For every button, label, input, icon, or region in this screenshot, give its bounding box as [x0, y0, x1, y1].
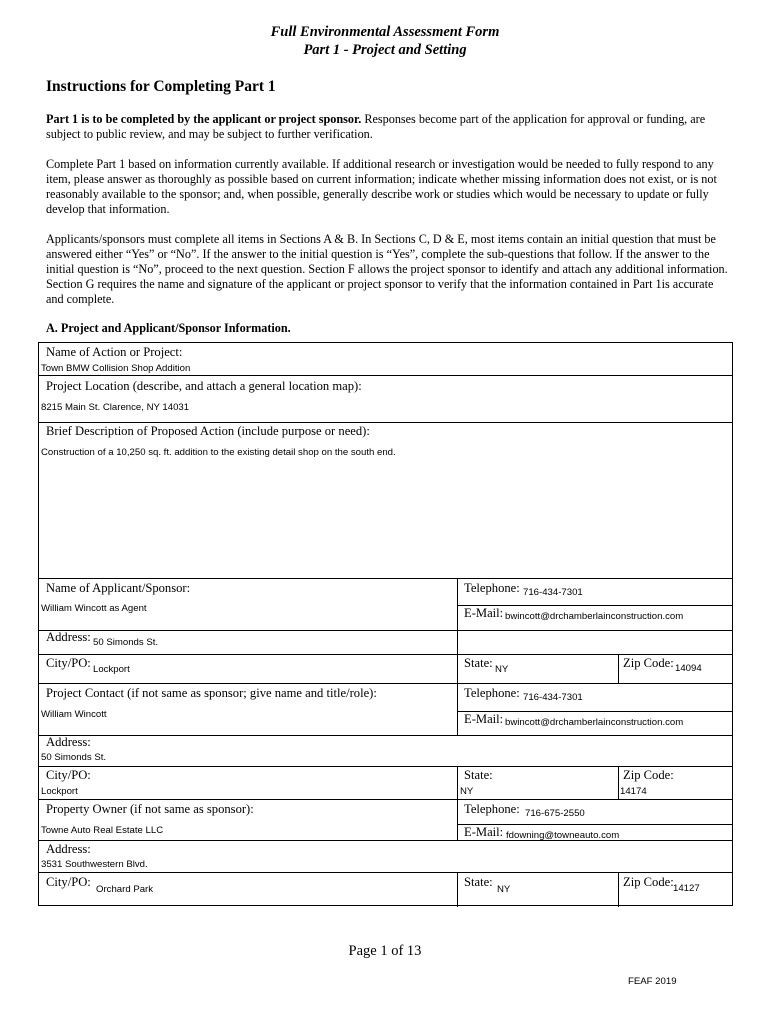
column-divider: [457, 872, 458, 907]
row-divider: [39, 578, 732, 579]
project-contact-field[interactable]: William Wincott: [41, 709, 107, 720]
project-location-label: Project Location (describe, and attach a general location map):: [46, 379, 362, 393]
row-divider: [39, 422, 732, 423]
applicant-city-label: City/PO:: [46, 656, 91, 670]
applicant-state-field[interactable]: NY: [495, 664, 509, 675]
row-divider: [39, 872, 732, 873]
instructions-paragraph-1: [46, 112, 728, 142]
applicant-telephone-field[interactable]: 716-434-7301: [523, 587, 583, 598]
section-a-form: [38, 342, 733, 906]
owner-zip-field[interactable]: 14127: [673, 883, 700, 894]
row-divider: [39, 683, 732, 684]
property-owner-label: Property Owner (if not same as sponsor):: [46, 802, 254, 816]
owner-address-field[interactable]: 3531 Southwestern Blvd.: [41, 859, 148, 870]
row-divider: [39, 735, 732, 736]
contact-zip-field[interactable]: 14174: [620, 786, 647, 797]
contact-zip-label: Zip Code:: [623, 768, 674, 782]
contact-address-label: Address:: [46, 735, 91, 749]
section-a-heading: A. Project and Applicant/Sponsor Information.: [46, 321, 291, 335]
column-divider: [457, 766, 458, 799]
applicant-name-field[interactable]: William Wincott as Agent: [41, 603, 147, 614]
brief-description-field[interactable]: Construction of a 10,250 sq. ft. addition to the existing detail shop on the south end.: [41, 447, 396, 458]
contact-email-field[interactable]: bwincott@drchamberlainconstruction.com: [505, 717, 684, 728]
contact-telephone-field[interactable]: 716-434-7301: [523, 692, 583, 703]
name-of-action-label: Name of Action or Project:: [46, 345, 183, 359]
form-title: Full Environmental Assessment Form: [270, 24, 500, 40]
project-contact-label: Project Contact (if not same as sponsor; give name and title/role):: [46, 686, 377, 700]
instructions-heading: Instructions for Completing Part 1: [46, 78, 276, 95]
owner-city-label: City/PO:: [46, 875, 91, 889]
applicant-address-label: Address:: [46, 630, 91, 644]
row-divider: [39, 630, 732, 631]
project-location-field[interactable]: 8215 Main St. Clarence, NY 14031: [41, 402, 190, 413]
column-divider: [618, 872, 619, 907]
applicant-telephone-label: Telephone:: [464, 581, 520, 595]
row-divider: [39, 766, 732, 767]
form-subtitle: Part 1 - Project and Setting: [303, 42, 467, 58]
instructions-paragraph-3: Applicants/sponsors must complete all items in Sections A & B. In Sections C, D & E, most items contain an initial question that must be answered either “Yes” or “No”. If the answer to the initial question is “Yes”, complete the sub-questions that follow. If the answer to the initial question is “No”, proceed to the next question. Section F allows the project sponsor to identify and attach any additional information. Section G requires the name and signature of the applicant or project sponsor to verify that the information contained in Part 1is accurate and complete.: [46, 232, 728, 306]
instructions-paragraph-1-rest: Responses become part of the application for approval or funding, are subject to public review, and may be subject to further verification.: [46, 112, 706, 141]
contact-state-field[interactable]: NY: [460, 786, 474, 797]
applicant-name-label: Name of Applicant/Sponsor:: [46, 581, 191, 595]
applicant-email-label: E-Mail:: [464, 606, 504, 620]
owner-email-label: E-Mail:: [464, 825, 504, 839]
applicant-city-field[interactable]: Lockport: [93, 664, 130, 675]
owner-city-field[interactable]: Orchard Park: [96, 884, 154, 895]
applicant-state-label: State:: [464, 656, 493, 670]
column-divider: [618, 654, 619, 683]
form-id: FEAF 2019: [628, 976, 677, 987]
column-divider: [457, 799, 458, 840]
applicant-zip-label: Zip Code:: [623, 656, 674, 670]
page-number: Page 1 of 13: [348, 943, 422, 959]
contact-state-label: State:: [464, 768, 493, 782]
contact-telephone-label: Telephone:: [464, 686, 520, 700]
owner-address-label: Address:: [46, 842, 91, 856]
applicant-email-field[interactable]: bwincott@drchamberlainconstruction.com: [505, 611, 684, 622]
row-divider: [39, 654, 732, 655]
contact-city-label: City/PO:: [46, 768, 91, 782]
name-of-action-field[interactable]: Town BMW Collision Shop Addition: [41, 363, 191, 374]
contact-city-field[interactable]: Lockport: [41, 786, 78, 797]
applicant-address-field[interactable]: 50 Simonds St.: [93, 637, 159, 648]
owner-email-field[interactable]: fdowning@towneauto.com: [506, 830, 620, 841]
column-divider: [457, 578, 458, 654]
row-divider: [39, 840, 732, 841]
column-divider: [457, 654, 458, 683]
contact-address-field[interactable]: 50 Simonds St.: [41, 752, 107, 763]
owner-telephone-field[interactable]: 716-675-2550: [525, 808, 585, 819]
owner-telephone-label: Telephone:: [464, 802, 520, 816]
owner-state-field[interactable]: NY: [497, 884, 511, 895]
row-divider: [39, 375, 732, 376]
applicant-zip-field[interactable]: 14094: [675, 663, 702, 674]
contact-email-label: E-Mail:: [464, 712, 504, 726]
brief-description-label: Brief Description of Proposed Action (include purpose or need):: [46, 424, 370, 438]
row-divider: [39, 799, 732, 800]
owner-state-label: State:: [464, 875, 493, 889]
instructions-paragraph-1-bold: Part 1 is to be completed by the applicant or project sponsor.: [46, 112, 362, 126]
column-divider: [618, 766, 619, 799]
property-owner-field[interactable]: Towne Auto Real Estate LLC: [41, 825, 164, 836]
instructions-paragraph-2: Complete Part 1 based on information currently available. If additional research or investigation would be needed to fully respond to any item, please answer as thoroughly as possible based on current information; indicate whether missing information does not exist, or is not reasonably available to the sponsor; and, when possible, generally describe work or studies which would be necessary to update or fully develop that information.: [46, 157, 717, 216]
column-divider: [457, 683, 458, 735]
owner-zip-label: Zip Code:: [623, 875, 674, 889]
